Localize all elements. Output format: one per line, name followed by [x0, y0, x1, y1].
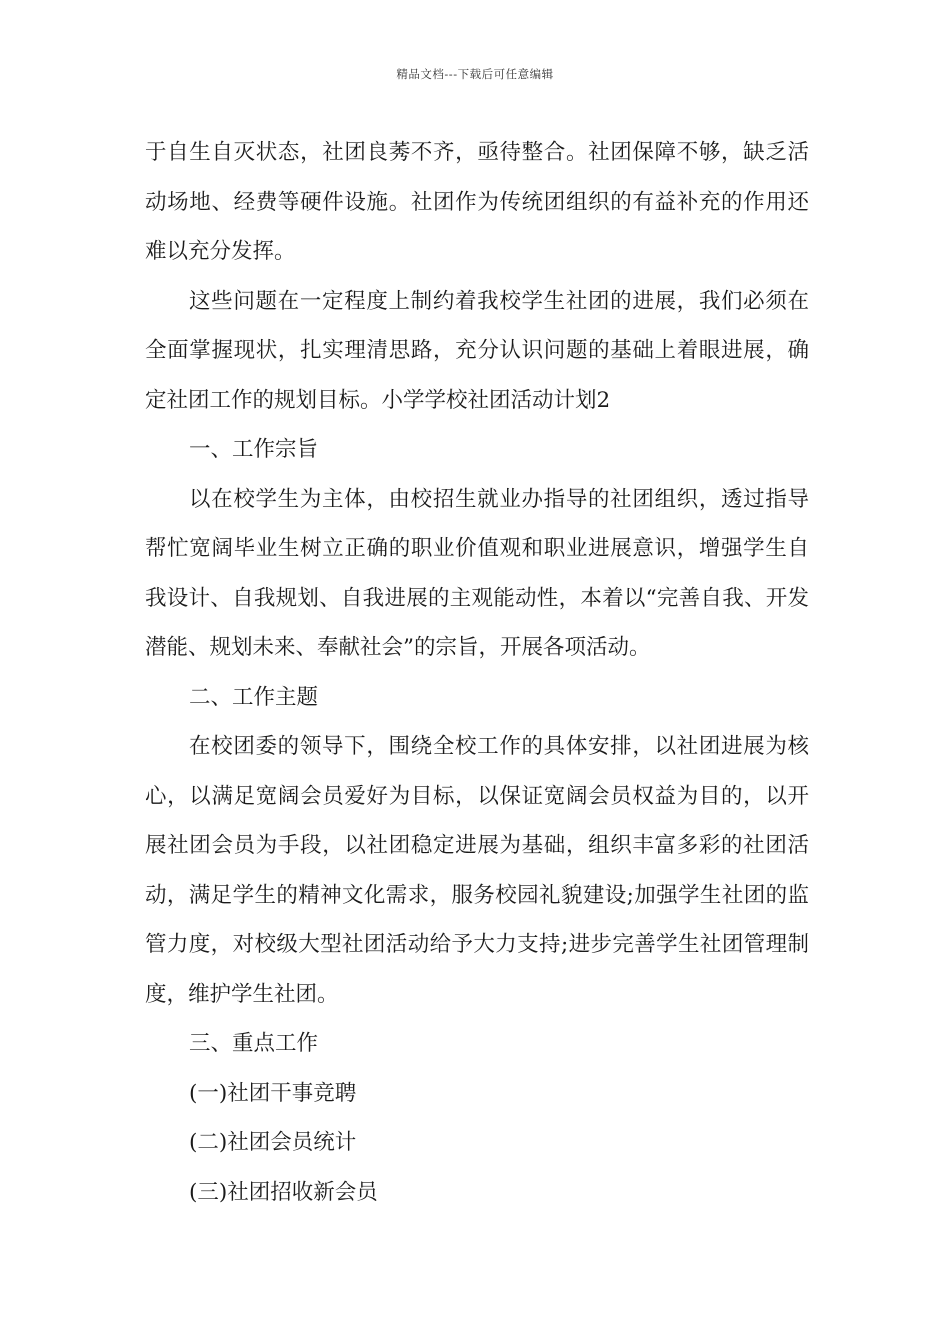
section-heading-1: 一、工作宗旨 — [189, 437, 319, 462]
paragraph-1: 于自生自灭状态，社团良莠不齐，亟待整合。社团保障不够，缺乏活动场地、经费等硬件设施。社团作为传统团组织的有益补充的作用还难以充分发挥。 — [145, 140, 809, 264]
section-heading-2: 二、工作主题 — [189, 684, 319, 710]
list-item-2: (二)社团会员统计 — [189, 1130, 357, 1155]
paragraph-2: 这些问题在一定程度上制约着我校学生社团的进展，我们必须在全面掌握现状，扎实理清思路，充分认识问题的基础上着眼进展，确定社团工作的规划目标。小学学校社团活动计划2 — [145, 288, 809, 413]
document-body — [145, 128, 809, 1217]
list-item-3: (三)社团招收新会员 — [189, 1179, 378, 1205]
page-header: 精品文档---下载后可任意编辑 — [396, 67, 554, 81]
section-heading-3: 三、重点工作 — [189, 1031, 319, 1056]
paragraph-4: 在校团委的领导下，围绕全校工作的具体安排，以社团进展为核心，以满足宽阔会员爱好为目标，以保证宽阔会员权益为目的，以开展社团会员为手段，以社团稳定进展为基础，组织丰富多彩的社团活动，满足学生的精神文化需求，服务校园礼貌建设;加强学生社团的监管力度，对校级大型社团活动给予大力支持;进步完善学生社团管理制度，维护学生社团。 — [145, 734, 809, 1007]
list-item-1: (一)社团干事竞聘 — [189, 1080, 357, 1106]
paragraph-3: 以在校学生为主体，由校招生就业办指导的社团组织，透过指导帮忙宽阔毕业生树立正确的职业价值观和职业进展意识，增强学生自我设计、自我规划、自我进展的主观能动性，本着以“完善自我、开发潜能、规划未来、奉献社会”的宗旨，开展各项活动。 — [145, 486, 809, 660]
